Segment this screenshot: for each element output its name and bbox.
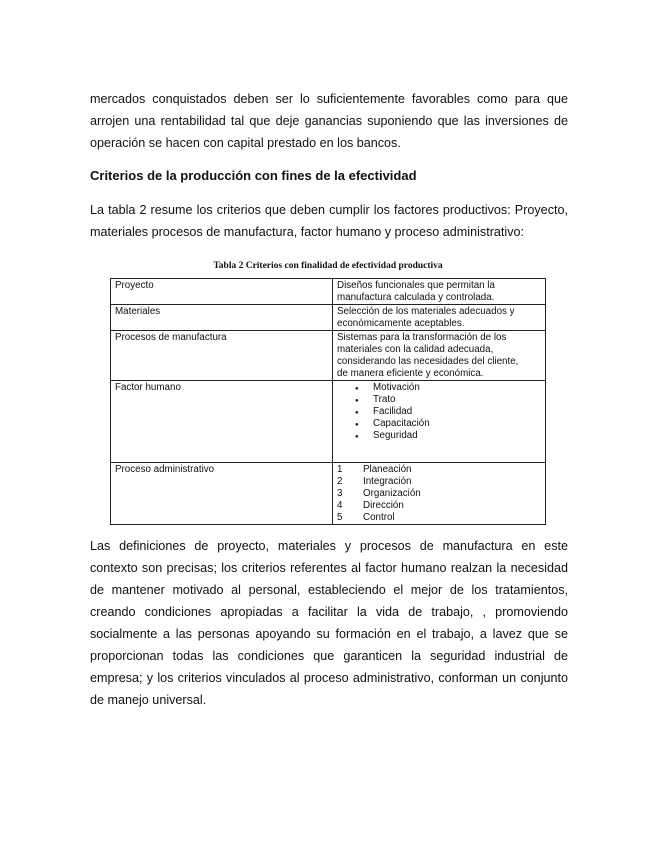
item-number: 3 xyxy=(337,488,343,499)
table-cell-value xyxy=(333,305,546,331)
table-cell-key: Materiales xyxy=(111,305,333,331)
text-line: de manejo universal. xyxy=(90,693,207,707)
item-text: Control xyxy=(363,512,395,523)
numbered-item xyxy=(337,488,542,500)
bullet-item: ● Capacitación xyxy=(355,418,542,430)
paragraph-table-intro xyxy=(90,199,568,243)
bullet-item: ● Motivación xyxy=(355,382,542,394)
table-row xyxy=(111,331,546,381)
section-heading: Criterios de la producción con fines de la efectividad xyxy=(90,168,417,183)
text-line: empresa; y los criterios vinculados al proceso administrativo, conforman un conjunto xyxy=(90,671,568,685)
item-number: 5 xyxy=(337,512,343,523)
text-line: materiales procesos de manufactura, factor humano y proceso administrativo: xyxy=(90,225,524,239)
table-caption: Tabla 2 Criterios con finalidad de efectividad productiva xyxy=(213,261,443,271)
table-row xyxy=(111,279,546,305)
table-cell-key: Factor humano xyxy=(111,381,333,463)
table-cell-key: Proceso administrativo xyxy=(111,463,333,525)
bullet-item: ● Facilidad xyxy=(355,406,542,418)
text-line: socialmente a las personas apoyando su formación en el trabajo, a lavez que se xyxy=(90,627,568,641)
cell-line: materiales con la calidad adecuada, xyxy=(337,344,494,355)
cell-line: Diseños funcionales que permitan la xyxy=(337,280,495,291)
table-cell-value xyxy=(333,381,546,463)
item-number: 4 xyxy=(337,500,343,511)
numbered-item xyxy=(337,500,542,512)
item-number: 2 xyxy=(337,476,343,487)
numbered-item xyxy=(337,512,542,524)
text-line: Las definiciones de proyecto, materiales y procesos de manufactura en este xyxy=(90,539,568,553)
table-row xyxy=(111,381,546,463)
cell-line: económicamente aceptables. xyxy=(337,318,465,329)
text-line: de mantener motivado al personal, estableciendo el mejor de los tratamientos, xyxy=(90,583,568,597)
paragraph-intro xyxy=(90,88,568,154)
item-text: Dirección xyxy=(363,500,404,511)
bullet-item: ● Trato xyxy=(355,394,542,406)
cell-line: considerando las necesidades del cliente, xyxy=(337,356,519,367)
text-line: mercados conquistados deben ser lo suficientemente favorables como para que xyxy=(90,92,568,106)
paragraph-definitions xyxy=(90,535,568,711)
text-line: creando condiciones apropiadas a facilitar la vida de trabajo, , promoviendo xyxy=(90,605,568,619)
text-line: proporcionan todas las condiciones que garanticen la seguridad industrial de xyxy=(90,649,568,663)
table-row xyxy=(111,305,546,331)
text-line: contexto son precisas; los criterios referentes al factor humano realzan la necesidad xyxy=(90,561,568,575)
table-cell-value xyxy=(333,279,546,305)
numbered-item xyxy=(337,464,542,476)
table-cell-key: Procesos de manufactura xyxy=(111,331,333,381)
table-row xyxy=(111,463,546,525)
text-line: La tabla 2 resume los criterios que deben cumplir los factores productivos: Proyecto, xyxy=(90,203,568,217)
item-text: Organización xyxy=(363,488,421,499)
cell-line: manufactura calculada y controlada. xyxy=(337,292,495,303)
numbered-item xyxy=(337,476,542,488)
cell-line: Selección de los materiales adecuados y xyxy=(337,306,515,317)
table-cell-value xyxy=(333,463,546,525)
cell-line: Sistemas para la transformación de los xyxy=(337,332,507,343)
table-cell-value xyxy=(333,331,546,381)
bullet-list xyxy=(337,382,542,442)
item-text: Planeación xyxy=(363,464,412,475)
item-text: Integración xyxy=(363,476,412,487)
item-number: 1 xyxy=(337,464,343,475)
cell-line: de manera eficiente y económica. xyxy=(337,368,484,379)
criteria-table xyxy=(110,278,546,525)
bullet-item: ● Seguridad xyxy=(355,430,542,442)
text-line: arrojen una rentabilidad tal que deje ganancias suponiendo que las inversiones de xyxy=(90,114,568,128)
table-cell-key: Proyecto xyxy=(111,279,333,305)
numbered-list xyxy=(337,464,542,524)
text-line: operación se hacen con capital prestado en los bancos. xyxy=(90,136,401,150)
